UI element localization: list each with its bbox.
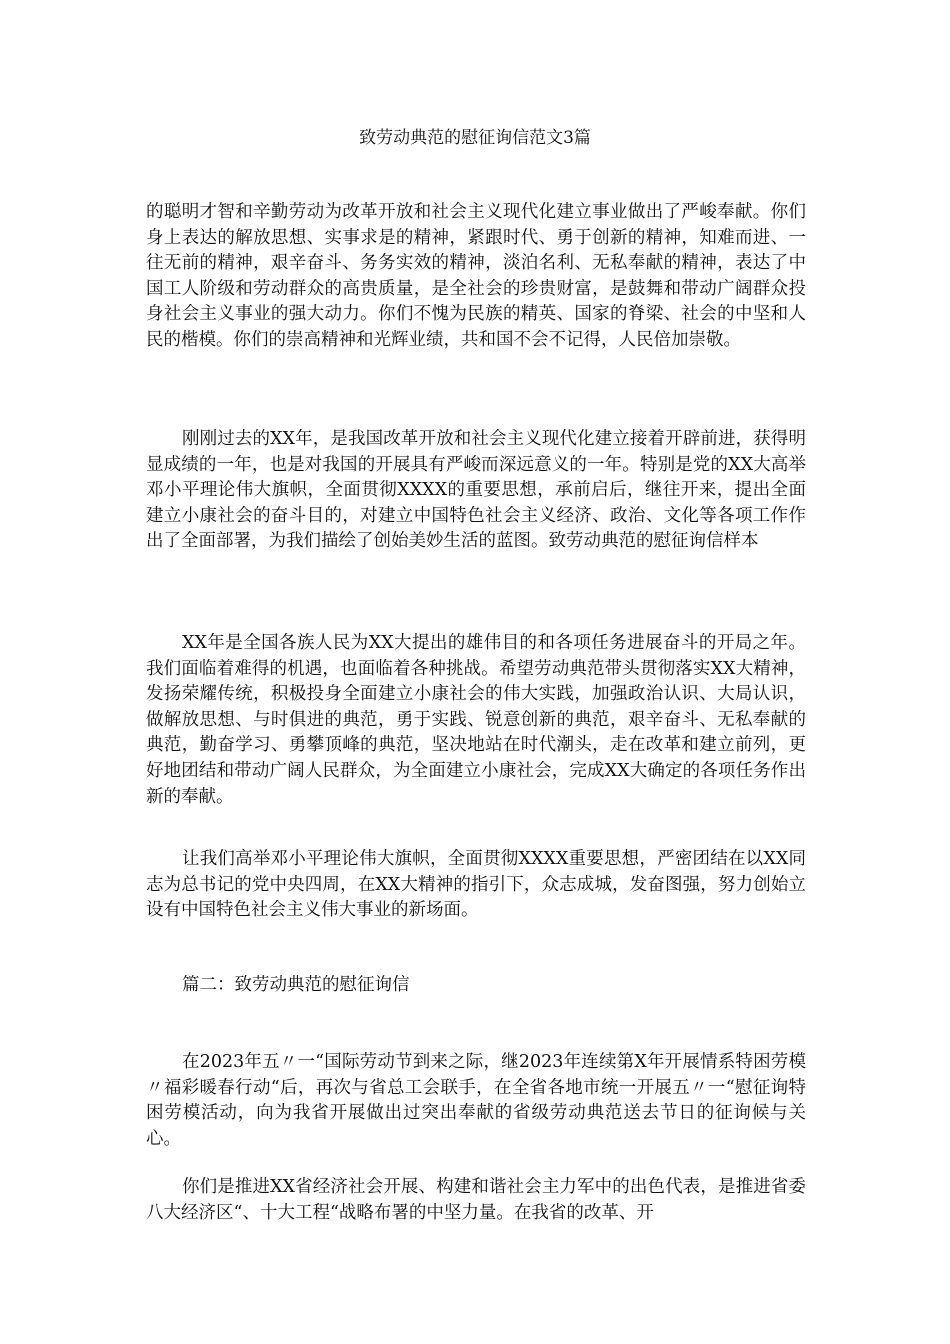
- body-paragraph-5: 在2023年五〃一“国际劳动节到来之际，继2023年连续第X年开展情系特困劳模〃福彩暖春行动“后，再次与省总工会联手，在全省各地市统一开展五〃一“慰征询特困劳模活动，向为我省开展做出过突出奉献的省级劳动典范送去节日的征询候与关心。: [146, 1052, 806, 1149]
- body-paragraph-3: XX年是全国各族人民为XX大提出的雄伟目的和各项任务进展奋斗的开局之年。我们面临着难得的机遇，也面临着各种挑战。希望劳动典范带头贯彻落实XX大精神，发扬荣耀传统，积极投身全面建立小康社会的伟大实践，加强政治认识、大局认识，做解放思想、与时俱进的典范，勇于实践、锐意创新的典范，艰辛奋斗、无私奉献的典范，勤奋学习、勇攀顶峰的典范，坚决地站在时代潮头，走在改革和建立前列，更好地团结和带动广阔人民群众，为全面建立小康社会，完成XX大确定的各项任务作出新的奉献。: [146, 633, 806, 807]
- body-paragraph-6: 你们是推进XX省经济社会开展、构建和谐社会主力军中的出色代表，是推进省委八大经济区“、十大工程“战略布署的中坚力量。在我省的改革、开: [146, 1177, 806, 1223]
- document-title: 致劳动典范的慰征询信范文3篇: [359, 128, 591, 148]
- body-paragraph-1: 的聪明才智和辛勤劳动为改革开放和社会主义现代化建立事业做出了严峻奉献。你们身上表达的解放思想、实事求是的精神，紧跟时代、勇于创新的精神，知难而进、一往无前的精神，艰辛奋斗、务务实效的精神，淡泊名利、无私奉献的精神，表达了中国工人阶级和劳动群众的高贵质量，是全社会的珍贵财富，是鼓舞和带动广阔群众投身社会主义事业的强大动力。你们不愧为民族的精英、国家的脊梁、社会的中坚和人民的楷模。你们的崇高精神和光辉业绩，共和国不会不记得，人民倍加崇敬。: [146, 202, 806, 350]
- body-paragraph-4: 让我们高举邓小平理论伟大旗帜，全面贯彻XXXX重要思想，严密团结在以XX同志为总书记的党中央四周，在XX大精神的指引下，众志成城，发奋图强，努力创始立设有中国特色社会主义伟大事业的新场面。: [146, 849, 806, 921]
- body-paragraph-2: 刚刚过去的XX年，是我国改革开放和社会主义现代化建立接着开辟前进，获得明显成绩的一年，也是对我国的开展具有严峻而深远意义的一年。特别是党的XX大高举邓小平理论伟大旗帜，全面贯彻XXXX的重要思想，承前启后，继往开来，提出全面建立小康社会的奋斗目的，对建立中国特色社会主义经济、政治、文化等各项工作作出了全面部署，为我们描绘了创始美妙生活的蓝图。致劳动典范的慰征询信样本: [146, 429, 806, 552]
- section-heading: 篇二：致劳动典范的慰征询信: [182, 975, 410, 995]
